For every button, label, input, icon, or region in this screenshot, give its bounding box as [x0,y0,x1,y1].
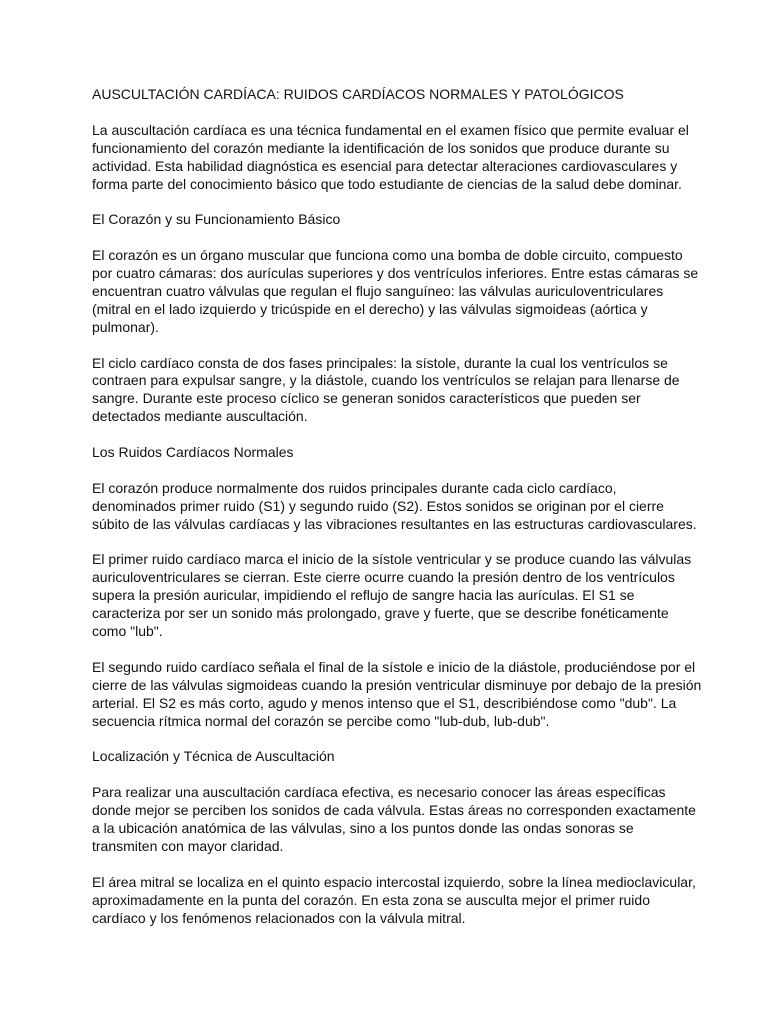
paragraph: El segundo ruido cardíaco señala el final de la sístole e inicio de la diástole, produciéndose por el cierre de las válvulas sigmoideas cuando la presión ventricular disminuye por debajo de la presión arterial. El S2 es más corto, agudo y menos intenso que el S1, describiéndose como "dub". La secuencia rítmica normal del corazón se percibe como "lub-dub, lub-dub". [92,658,702,729]
paragraph: Para realizar una auscultación cardíaca efectiva, es necesario conocer las áreas específicas donde mejor se perciben los sonidos de cada válvula. Estas áreas no corresponden exactamente a la ubicación anatómica de las válvulas, sino a los puntos donde las ondas sonoras se transmiten con mayor claridad. [92,784,696,854]
section-heading-localizacion: Localización y Técnica de Auscultación [92,748,335,765]
section-heading-ruidos-normales: Los Ruidos Cardíacos Normales [92,444,294,461]
paragraph: El primer ruido cardíaco marca el inicio de la sístole ventricular y se produce cuando las válvulas auriculoventriculares se cierran. Este cierre ocurre cuando la presión dentro de los ventrículos supera la presión auricular, impidiendo el reflujo de sangre hacia las aurículas. El S1 se caracteriza por ser un sonido más prolongado, grave y fuerte, que se describe fonéticamente como "lub". [92,551,692,640]
document-page [92,86,702,945]
paragraph: El corazón es un órgano muscular que funciona como una bomba de doble circuito, compuesto por cuatro cámaras: dos aurículas superiores y dos ventrículos inferiores. Entre estas cámaras se encuentran cuatro válvulas que regulan el flujo sanguíneo: las válvulas auriculoventriculares (mitral en el lado izquierdo y tricúspide en el derecho) y las válvulas sigmoideas (aórtica y pulmonar). [92,247,699,335]
paragraph: El corazón produce normalmente dos ruidos principales durante cada ciclo cardíaco, denominados primer ruido (S1) y segundo ruido (S2). Estos sonidos se originan por el cierre súbito de las válvulas cardíacas y las vibraciones resultantes en las estructuras cardiovasculares. [92,479,697,532]
document-title: AUSCULTACIÓN CARDÍACA: RUIDOS CARDÍACOS NORMALES Y PATOLÓGICOS [92,86,624,102]
paragraph: El ciclo cardíaco consta de dos fases principales: la sístole, durante la cual los ventrículos se contraen para expulsar sangre, y la diástole, cuando los ventrículos se relajan para llenarse de sangre. Durante este proceso cíclico se generan sonidos característicos que pueden ser detectados mediante auscultación. [92,354,680,425]
paragraph: El área mitral se localiza en el quinto espacio intercostal izquierdo, sobre la línea medioclavicular, aproximadamente en la punta del corazón. En esta zona se ausculta mejor el primer ruido cardíaco y los fenómenos relacionados con la válvula mitral. [92,873,696,926]
section-heading-corazon: El Corazón y su Funcionamiento Básico [92,211,341,228]
intro-paragraph: La auscultación cardíaca es una técnica fundamental en el examen físico que permite evaluar el funcionamiento del corazón mediante la identificación de los sonidos que produce durante su actividad. Esta habilidad diagnóstica es esencial para detectar alteraciones cardiovasculares y forma parte del conocimiento básico que todo estudiante de ciencias de la salud debe dominar. [92,121,689,192]
